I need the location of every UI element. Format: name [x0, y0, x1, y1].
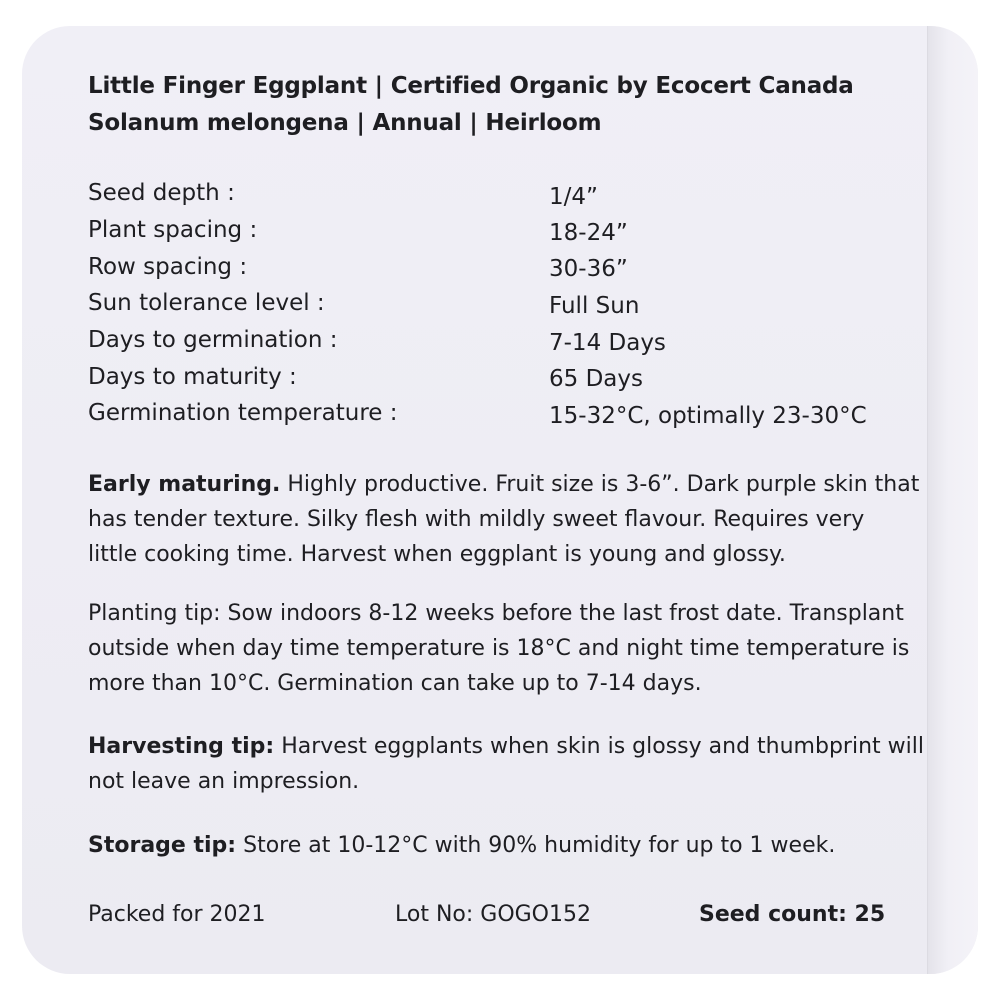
spec-label-germination-temp: Germination temperature :	[88, 400, 398, 426]
spec-value-days-germination: 7-14 Days	[549, 330, 666, 356]
planting-tip-line: more than 10°C. Germination can take up to 7-14 days.	[88, 671, 702, 696]
storage-tip-line: Store at 10-12°C with 90% humidity for up to 1 week.	[236, 833, 836, 858]
harvesting-tip-line: not leave an impression.	[88, 769, 360, 794]
harvesting-tip-paragraph	[88, 729, 924, 799]
spec-value-germination-temp: 15-32°C, optimally 23-30°C	[549, 403, 867, 429]
storage-tip-paragraph	[88, 828, 835, 863]
lot-number: Lot No: GOGO152	[395, 902, 591, 927]
product-title: Little Finger Eggplant | Certified Organic by Ecocert Canada	[88, 73, 854, 99]
paper-fold	[927, 26, 978, 974]
description-lead: Early maturing.	[88, 472, 281, 497]
description-line: little cooking time. Harvest when eggplant is young and glossy.	[88, 542, 786, 567]
spec-label-sun-tolerance: Sun tolerance level :	[88, 290, 325, 316]
packed-year: Packed for 2021	[88, 902, 266, 927]
storage-tip-lead: Storage tip:	[88, 833, 237, 858]
spec-label-plant-spacing: Plant spacing :	[88, 217, 258, 243]
spec-value-plant-spacing: 18-24”	[549, 220, 628, 246]
spec-label-days-germination: Days to germination :	[88, 327, 338, 353]
spec-label-days-maturity: Days to maturity :	[88, 364, 297, 390]
harvesting-tip-lead: Harvesting tip:	[88, 734, 275, 759]
description-line: has tender texture. Silky flesh with mildly sweet flavour. Requires very	[88, 507, 865, 532]
harvesting-tip-line: Harvest eggplants when skin is glossy and thumbprint will	[274, 734, 924, 759]
seed-count: Seed count: 25	[699, 902, 886, 927]
spec-label-seed-depth: Seed depth :	[88, 180, 235, 206]
planting-tip-paragraph	[88, 596, 909, 701]
spec-label-row-spacing: Row spacing :	[88, 254, 248, 280]
spec-value-row-spacing: 30-36”	[549, 256, 628, 282]
description-paragraph	[88, 467, 919, 572]
description-line: Highly productive. Fruit size is 3-6”. Dark purple skin that	[280, 472, 920, 497]
spec-value-days-maturity: 65 Days	[549, 366, 643, 392]
seed-packet-label	[22, 26, 978, 974]
planting-tip-line: outside when day time temperature is 18°C and night time temperature is	[88, 636, 910, 661]
spec-value-seed-depth: 1/4”	[549, 184, 598, 210]
spec-value-sun-tolerance: Full Sun	[549, 293, 640, 319]
product-subtitle: Solanum melongena | Annual | Heirloom	[88, 110, 602, 136]
planting-tip-line: Planting tip: Sow indoors 8-12 weeks before the last frost date. Transplant	[88, 601, 904, 626]
